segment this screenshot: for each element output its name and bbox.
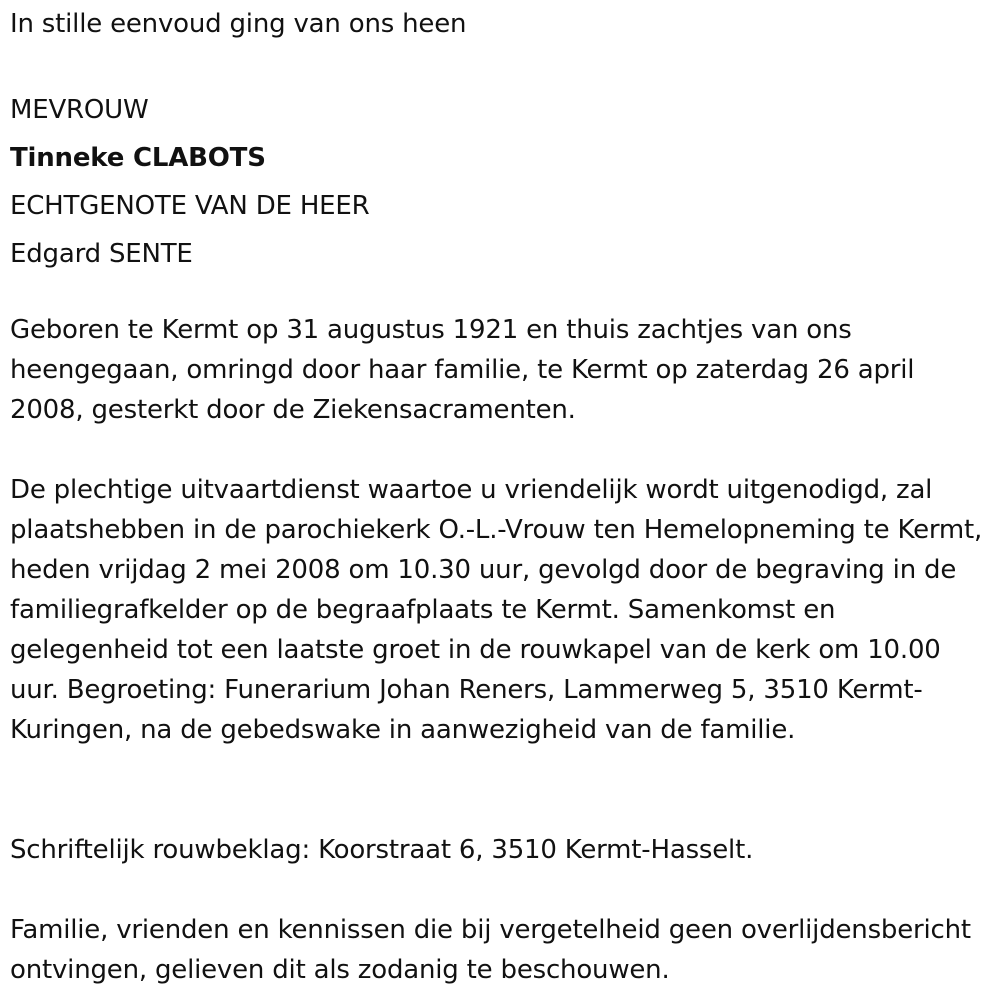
condolence-paragraph: Schriftelijk rouwbeklag: Koorstraat 6, 3510 Kermt-Hasselt. bbox=[10, 835, 754, 865]
spouse-name: Edgard SENTE bbox=[10, 239, 193, 269]
title-line: MEVROUW bbox=[10, 95, 149, 125]
deceased-name: Tinneke CLABOTS bbox=[10, 143, 266, 173]
birth-death-paragraph: Geboren te Kermt op 31 augustus 1921 en thuis zachtjes van ons heengegaan, omringd door haar familie, te Kermt op zaterdag 26 april 2008, gesterkt door de Ziekensacramenten. bbox=[10, 315, 915, 425]
family-paragraph: Familie, vrienden en kennissen die bij vergetelheid geen overlijdensbericht ontvingen, gelieven dit als zodanig te beschouwen. bbox=[10, 915, 971, 985]
funeral-service-paragraph: De plechtige uitvaartdienst waartoe u vriendelijk wordt uitgenodigd, zal plaatshebben in de parochiekerk O.-L.-Vrouw ten Hemelopneming te Kermt, heden vrijdag 2 mei 2008 om 10.30 uur, gevolgd door de begraving in de familiegrafkelder op de begraafplaats te Kermt. Samenkomst en gelegenheid tot een laatste groet in de rouwkapel van de kerk om 10.00 uur. Begroeting: Funerarium Johan Reners, Lammerweg 5, 3510 Kermt-Kuringen, na de gebedswake in aanwezigheid van de familie. bbox=[10, 475, 983, 745]
intro-line: In stille eenvoud ging van ons heen bbox=[10, 9, 467, 39]
name-block bbox=[10, 86, 370, 278]
relation-line: ECHTGENOTE VAN DE HEER bbox=[10, 191, 370, 221]
